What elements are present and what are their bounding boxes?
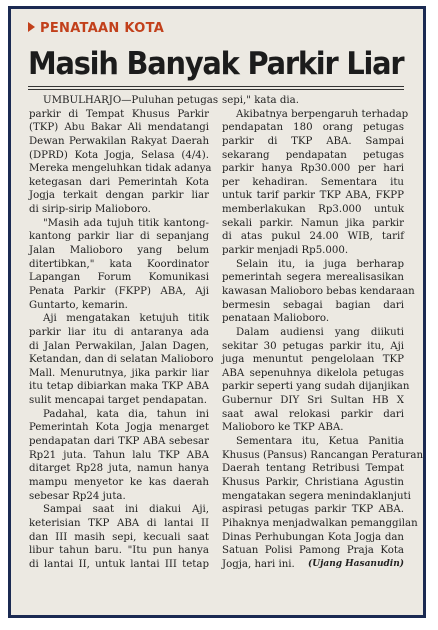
section-rubric [28, 21, 164, 36]
text-line: parkir liar itu di antaranya ada [29, 326, 209, 338]
text-line: Sementara itu, Ketua Panitia [236, 436, 404, 448]
text-line: Sampai saat ini diakui Aji, [43, 504, 209, 516]
text-line: bermesin sebagai bagian dari [222, 299, 404, 311]
text-line: untuk tarif parkir TKP ABA, FKPP [222, 190, 404, 202]
headline: Masih Banyak Parkir Liar [28, 46, 404, 82]
text-line: memberlakukan Rp3.000 untuk [222, 204, 404, 216]
text-line: pemerintah segera merealisasikan [222, 272, 404, 284]
text-line: Dalam audiensi yang diikuti [236, 326, 404, 338]
text-line: (TKP) Abu Bakar Ali mendatangi [29, 122, 209, 134]
headline-rule-bottom [28, 89, 404, 90]
article-column-right [222, 94, 424, 571]
text-line: mengatakan segera menindaklanjuti [222, 490, 411, 502]
text-line: Khusus (Pansus) Rancangan Peraturan [222, 449, 424, 461]
text-line: Akibatnya berpengaruh terhadap [236, 108, 409, 120]
text-line: Padahal, kata dia, tahun ini [43, 408, 209, 420]
text-line: Guntarto, kemarin. [29, 299, 128, 311]
text-line: Gubernur DIY Sri Sultan HB X [222, 395, 404, 407]
text-line: di Jalan Perwakilan, Jalan Dagen, [29, 340, 209, 352]
text-line: parkir di Tempat Khusus Parkir [29, 108, 209, 120]
article-column-left [29, 94, 219, 571]
text-line: di lantai II, untuk lantai III tetap [29, 558, 209, 570]
text-line: (DPRD) Kota Jogja, Selasa (4/4). [29, 149, 209, 161]
text-line: juga menuntut pengelolaan TKP [222, 354, 404, 366]
text-line: parkir menjadi Rp5.000. [222, 245, 349, 257]
text-line: ditertibkan," kata Koordinator [29, 258, 209, 270]
text-line: di sirip-sirip Malioboro. [29, 204, 151, 216]
text-line: Khusus Parkir, Christiana Agustin [222, 476, 404, 488]
text-line: per kehadiran. Sementara itu [222, 176, 404, 188]
text-line: Rp21 juta. Tahun lalu TKP ABA [29, 449, 209, 461]
text-line: pendapatan dari TKP ABA sebesar [29, 436, 209, 448]
text-line: Dinas Perhubungan Kota Jogja dan [222, 531, 404, 543]
text-line: mampu menyetor ke kas daerah [29, 476, 209, 488]
text-line: Mereka mengeluhkan tidak adanya [29, 163, 212, 175]
text-line: sebesar Rp24 juta. [29, 490, 126, 502]
text-line: dan III masih sepi, kecuali saat [29, 531, 209, 543]
text-line: Jogja terkait dengan parkir liar [29, 190, 209, 202]
text-line: aspirasi petugas parkir TKP ABA. [222, 504, 404, 516]
text-line: sepi," kata dia. [222, 95, 299, 106]
triangle-bullet-icon [28, 22, 35, 32]
text-line: pendapatan 180 orang petugas [222, 122, 404, 134]
text-line: itu tetap dibiarkan maka TKP ABA [29, 381, 209, 393]
text-line: kantong parkir liar di sepanjang [29, 231, 209, 243]
text-line: parkir hanya Rp30.000 per hari [222, 163, 404, 175]
text-line: parkir seperti yang sudah dijanjikan [222, 381, 410, 393]
text-line: sekitar 30 petugas parkir itu, Aji [222, 340, 404, 352]
text-line: Jalan Malioboro yang belum [29, 245, 209, 257]
text-line: Daerah tentang Retribusi Tempat [222, 463, 404, 475]
text-line: di atas pukul 24.00 WIB, tarif [222, 231, 404, 243]
text-line: saat awal relokasi parkir dari [222, 408, 404, 420]
text-line: Selain itu, ia juga berharap [236, 258, 404, 270]
text-line: sulit mencapai target pendapatan. [29, 395, 207, 407]
text-line: penataan Malioboro. [222, 313, 330, 325]
byline: (Ujang Hasanudin) [308, 558, 404, 569]
rubric-label: PENATAAN KOTA [40, 21, 165, 36]
text-line: libur tahun baru. "Itu pun hanya [29, 545, 209, 557]
text-line: Penata Parkir (FKPP) ABA, Aji [29, 285, 209, 297]
text-line: Pihaknya menjadwalkan pemanggilan [222, 517, 418, 529]
text-line: "Masih ada tujuh titik kantong- [43, 217, 209, 229]
text-line [222, 558, 404, 572]
text-line: Lapangan Forum Komunikasi [29, 272, 209, 284]
text-line: ketegasan dari Pemerintah Kota [29, 176, 209, 188]
text-line: Mall. Menurutnya, jika parkir liar [29, 367, 209, 379]
text-line: Dewan Perwakilan Rakyat Daerah [29, 135, 209, 147]
text-line: Pemerintah Kota Jogja menarget [29, 422, 209, 434]
text-line: keterisian TKP ABA di lantai II [29, 517, 209, 529]
text-line: Aji mengatakan ketujuh titik [43, 313, 209, 325]
text-line: ABA sepenuhnya dikelola petugas [222, 367, 404, 379]
text-line: sekarang pendapatan petugas [222, 149, 404, 161]
text-line: sekali parkir. Namun jika parkir [222, 217, 404, 229]
headline-rule-top [28, 86, 404, 87]
text-line: parkir di TKP ABA. Sampai [222, 135, 404, 147]
text-line: kawasan Malioboro bebas kendaraan [222, 285, 415, 297]
text-line: ditarget Rp28 juta, namun hanya [29, 463, 209, 475]
text-line: Satuan Polisi Pamong Praja Kota [222, 545, 404, 557]
text-line: UMBULHARJO—Puluhan petugas [43, 95, 219, 106]
text-line: Malioboro ke TKP ABA. [222, 422, 344, 434]
text-line-content: Jogja, hari ini. [222, 558, 295, 570]
text-line: Ketandan, dan di selatan Malioboro [29, 354, 214, 366]
